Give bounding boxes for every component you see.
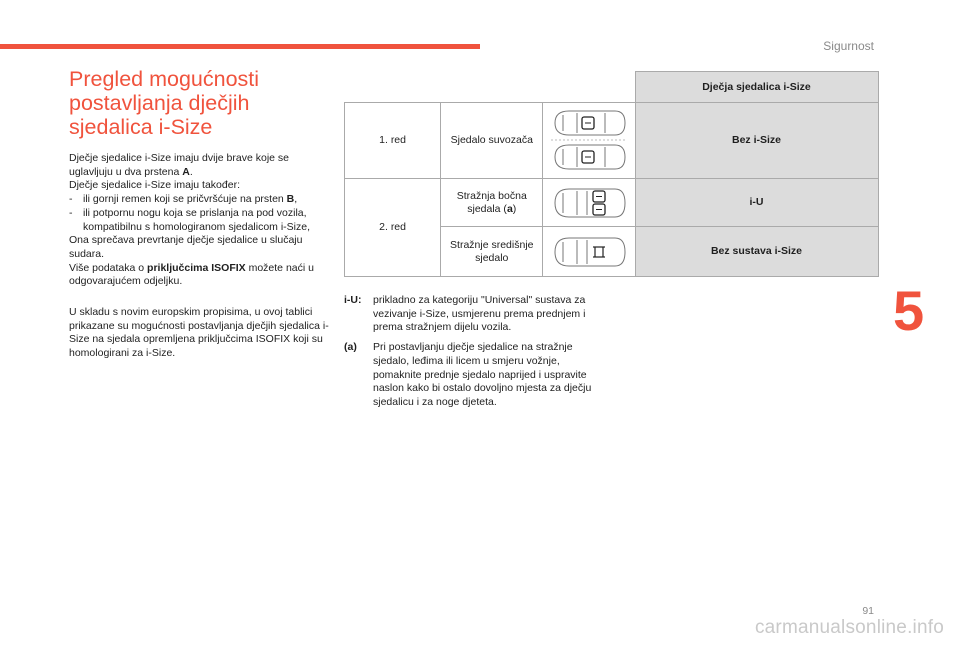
intro-p4-text: Više podataka o <box>69 261 148 274</box>
note-iu <box>344 294 604 335</box>
value-rear-centre: Bez sustava i-Size <box>635 227 878 277</box>
table-row <box>345 179 879 227</box>
dash-marker: - <box>69 193 73 206</box>
ring-b-ref: B <box>286 193 295 206</box>
intro-text <box>69 152 329 361</box>
list-item-1-end: , <box>294 193 298 206</box>
title-line-3: sjedalica i-Size <box>69 115 213 139</box>
table-corner <box>345 72 636 103</box>
intro-paragraph-5: U skladu s novim europskim propisima, u ovoj tablici prikazane su mogućnosti postavljanja dječjih sjedalica i-Size na sjedala opremljena priključcima ISOFIX koji su homologirani za i-Size. <box>69 306 329 360</box>
seat-rear-outer-end: ) <box>512 202 517 215</box>
chapter-number: 5 <box>893 279 925 342</box>
table-header: Dječja sjedalica i-Size <box>635 72 878 103</box>
table-notes <box>344 294 604 416</box>
row-label-1: 1. red <box>345 103 441 179</box>
car-diagram-rear-centre <box>543 227 635 277</box>
intro-paragraph-4 <box>69 262 329 289</box>
note-a <box>344 341 604 410</box>
section-label: Sigurnost <box>823 39 874 53</box>
page-title <box>69 67 329 139</box>
list-item-1 <box>69 193 329 207</box>
seat-rear-outer-text: Stražnja bočna sjedala ( <box>456 189 527 215</box>
dash-marker: - <box>69 206 73 219</box>
isofix-ref: priključcima ISOFIX <box>147 261 246 274</box>
note-iu-text: prikladno za kategoriju "Universal" sustava za vezivanje i-Size, usmjerenu prema prednjem i prema stražnjem dijelu vozila. <box>373 294 586 334</box>
value-rear-outer: i-U <box>635 179 878 227</box>
watermark: carmanualsonline.info <box>754 617 944 638</box>
title-line-2: postavljanja dječjih <box>69 91 250 115</box>
list-item-1-text <box>83 193 329 207</box>
car-diagram-front <box>543 103 635 179</box>
title-line-1: Pregled mogućnosti <box>69 67 260 91</box>
intro-paragraph-1 <box>69 152 329 179</box>
list-item-1-part: ili gornji remen koji se pričvršćuje na prsten <box>83 193 287 206</box>
seat-rear-centre: Stražnje središnje sjedalo <box>441 227 543 277</box>
car-rear-centre-icon <box>549 234 629 270</box>
value-front-passenger: Bez i-Size <box>635 103 878 179</box>
row-label-2: 2. red <box>345 179 441 277</box>
intro-p4-end: možete naći u odgovarajućem odjeljku. <box>69 261 314 288</box>
note-a-text: Pri postavljanju dječje sjedalice na stražnje sjedalo, leđima ili licem u smjeru vožnje, pomaknite prednje sjedalo naprijed i uspravite naslon kako bi ostalo dovoljno mjesta za dječju sjedalicu i za noge djeteta. <box>373 341 592 408</box>
intro-p1-text: Dječje sjedalice i-Size imaju dvije brave koje se uglavljuju u dva prstena <box>69 152 290 178</box>
note-a-ref: a <box>506 202 513 215</box>
table-row <box>345 103 879 179</box>
list-item-2 <box>69 207 329 234</box>
table-header-row <box>345 72 879 103</box>
ring-a-ref: A <box>182 165 190 178</box>
list-item-2-text: ili potpornu nogu koja se prislanja na pod vozila, kompatibilnu s homologiranom sjedalicom i-Size, <box>83 206 311 233</box>
note-a-key: (a) <box>344 341 357 354</box>
car-diagram-rear-outer <box>543 179 635 227</box>
isize-table <box>344 71 879 277</box>
seat-rear-outer <box>441 179 543 227</box>
car-rear-outer-icon <box>549 185 629 221</box>
page-number: 91 <box>862 605 874 617</box>
left-column <box>69 67 329 361</box>
intro-p1-end: . <box>189 165 193 178</box>
header-accent-bar <box>0 44 480 49</box>
car-front-passenger-icon <box>549 107 629 175</box>
intro-paragraph-2: Dječje sjedalice i-Size imaju također: <box>69 179 240 192</box>
intro-paragraph-3: Ona sprečava prevrtanje dječje sjedalice u slučaju sudara. <box>69 234 303 260</box>
seat-front-passenger: Sjedalo suvozača <box>441 103 543 179</box>
note-iu-key: i-U: <box>344 294 362 306</box>
